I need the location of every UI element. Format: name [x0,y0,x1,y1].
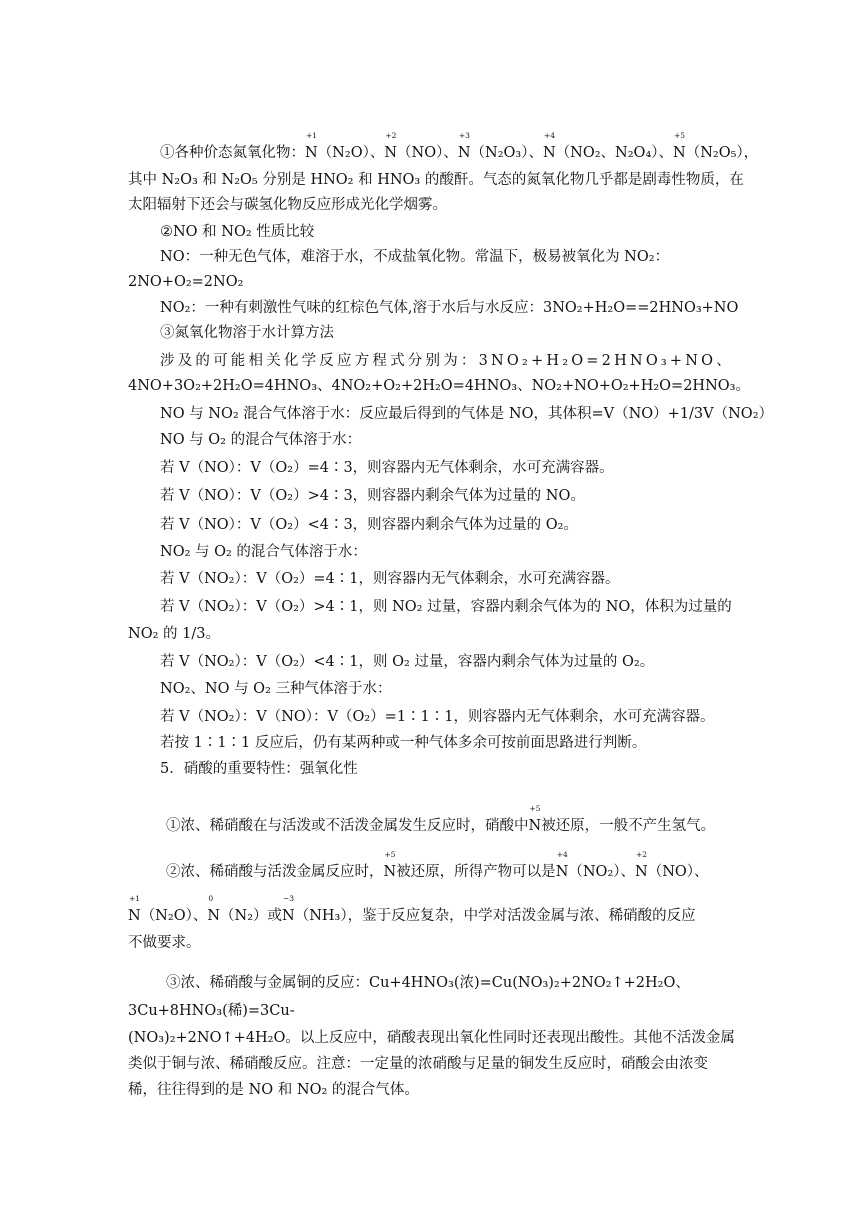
rule-no-o2-greater: 若 V（NO）：V（O₂）>4∶3，则容器内剩余气体为过量的 NO。 [160,488,585,504]
calc-heading: ③氮氧化物溶于水计算方法 [160,325,334,341]
mix-no-o2: NO 与 O₂ 的混合气体溶于水： [160,432,362,448]
nitric-point-2-line-2 [128,894,732,928]
nitric-point-2-b: 被还原，所得产物可以是 [396,864,556,880]
nitric-point-3-line-4: 类似于铜与浓、稀硝酸反应。注意：一定量的浓硝酸与足量的铜发生反应时，硝酸会由浓变 [128,1056,708,1072]
nitric-point-2-line-1 [166,850,732,884]
valence-n-plus4: +4 N [555,850,569,880]
no2-properties-line: NO₂：一种有刺激性气味的红棕色气体,溶于水后与水反应：3NO₂+H₂O==2HNO₃+NO [160,300,739,316]
nitric-point-3-line-5: 稀，往往得到的是 NO 和 NO₂ 的混合气体。 [128,1082,419,1098]
no-properties-line-2: 2NO+O₂=2NO₂ [128,274,244,290]
equations-line-1: 涉及的可能相关化学反应方程式分别为：3NO₂+H₂O=2HNO₃+NO、 [160,353,734,369]
rule-no-o2-less: 若 V（NO）：V（O₂）<4∶3，则容器内剩余气体为过量的 O₂。 [160,517,578,533]
nitric-point-1 [166,804,732,838]
valence-n-1: +1 N [305,131,318,161]
oxides-line-3: 太阳辐射下还会与碳氢化物反应形成光化学烟雾。 [128,197,447,213]
valence-n-2: +2 N [384,131,398,161]
valence-n-plus5-b: +5 N [383,850,397,880]
equations-line-2: 4NO+3O₂+2H₂O=4HNO₃、4NO₂+O₂+2H₂O=4HNO₃、NO₂+NO+O₂+H₂O=2HNO₃。 [128,378,750,394]
oxide-n2o3: （N₂O₃） [470,145,529,161]
nitric-point-3-line-1: ③浓、稀硝酸与金属铜的反应：Cu+4HNO₃(浓)=Cu(NO₃)₂+2NO₂↑+2H₂O、 [166,975,690,991]
rule-three-remaining: 若按 1∶1∶1 反应后，仍有某两种或一种气体多余可按前面思路进行判断。 [160,735,647,751]
valence-n-minus3: −3 N [282,894,295,924]
compare-heading: ②NO 和 NO₂ 性质比较 [160,224,315,240]
nitric-heading: 5．硝酸的重要特性：强氧化性 [160,761,358,777]
nitric-point-3-line-2: 3Cu+8HNO₃(稀)=3Cu- [128,1003,295,1019]
valence-n-plus1: +1 N [128,894,141,924]
nitric-point-1-b: 被还原，一般不产生氢气。 [541,818,716,834]
oxide-no2-n2o4: （NO₂、N₂O₄） [555,145,659,161]
oxides-line-2: 其中 N₂O₃ 和 N₂O₅ 分别是 HNO₂ 和 HNO₃ 的酸酐。气态的氮氧化物几乎都是剧毒性物质，在 [128,172,744,188]
oxide-no: （NO） [397,145,444,161]
mix-no-no2: NO 与 NO₂ 混合气体溶于水：反应最后得到的气体是 NO，其体积=V（NO）+1/3V（NO₂） [160,406,774,422]
rule-no2-o2-greater-a: 若 V（NO₂）：V（O₂）>4∶1，则 NO₂ 过量，容器内剩余气体为的 NO，体积为过量的 [160,599,732,615]
rule-no2-o2-equal: 若 V（NO₂）：V（O₂）=4∶1，则容器内无气体剩余，水可充满容器。 [160,571,620,587]
mix-three-gases: NO₂、NO 与 O₂ 三种气体溶于水： [160,681,392,697]
product-n2o: （N₂O）、 [140,908,208,924]
no-properties-line-1: NO：一种无色气体，难溶于水，不成盐氧化物。常温下，极易被氧化为 NO₂： [160,249,670,265]
rule-no-o2-equal: 若 V（NO）：V（O₂）=4∶3，则容器内无气体剩余，水可充满容器。 [160,460,614,476]
valence-n-plus5: +5 N [528,804,542,834]
oxide-n2o5: （N₂O₅）， [685,145,759,161]
rule-three-equal: 若 V（NO₂）：V（NO）：V（O₂）=1∶1∶1，则容器内无气体剩余，水可充满容器。 [160,709,715,725]
separator: 、 [658,145,674,161]
nitric-point-1-a: ①浓、稀硝酸在与活泼或不活泼金属发生反应时，硝酸中 [166,818,529,834]
valence-n-4: +4 N [542,131,556,161]
oxide-n2o: （N₂O） [317,145,370,161]
nitric-point-2-a: ②浓、稀硝酸与活泼金属反应时， [166,864,384,880]
separator: 、 [528,145,543,161]
product-no2: （NO₂）、 [568,864,636,880]
mix-no2-o2: NO₂ 与 O₂ 的混合气体溶于水： [160,544,367,560]
valence-n-plus2: +2 N [635,850,648,880]
valence-n-zero: 0 N [207,894,221,924]
oxides-intro: ①各种价态氮氧化物： [160,145,305,161]
product-no: （NO）、 [647,864,709,880]
rule-no2-o2-greater-b: NO₂ 的 1/3。 [128,626,220,642]
separator: 、 [369,145,385,161]
product-n2: （N₂）或 [220,908,283,924]
oxides-intro-line [160,131,759,165]
valence-n-3: +3 N [457,131,471,161]
valence-n-5: +5 N [673,131,686,161]
product-nh3: （NH₃），鉴于反应复杂，中学对活泼金属与浓、稀硝酸的反应 [294,908,696,924]
nitric-point-2-line-3: 不做要求。 [128,935,201,951]
rule-no2-o2-less: 若 V（NO₂）：V（O₂）<4∶1，则 O₂ 过量，容器内剩余气体为过量的 O₂。 [160,654,655,670]
separator: 、 [443,145,458,161]
nitric-point-3-line-3: (NO₃)₂+2NO↑+4H₂O。以上反应中，硝酸表现出氧化性同时还表现出酸性。其他不活泼金属 [128,1030,735,1046]
